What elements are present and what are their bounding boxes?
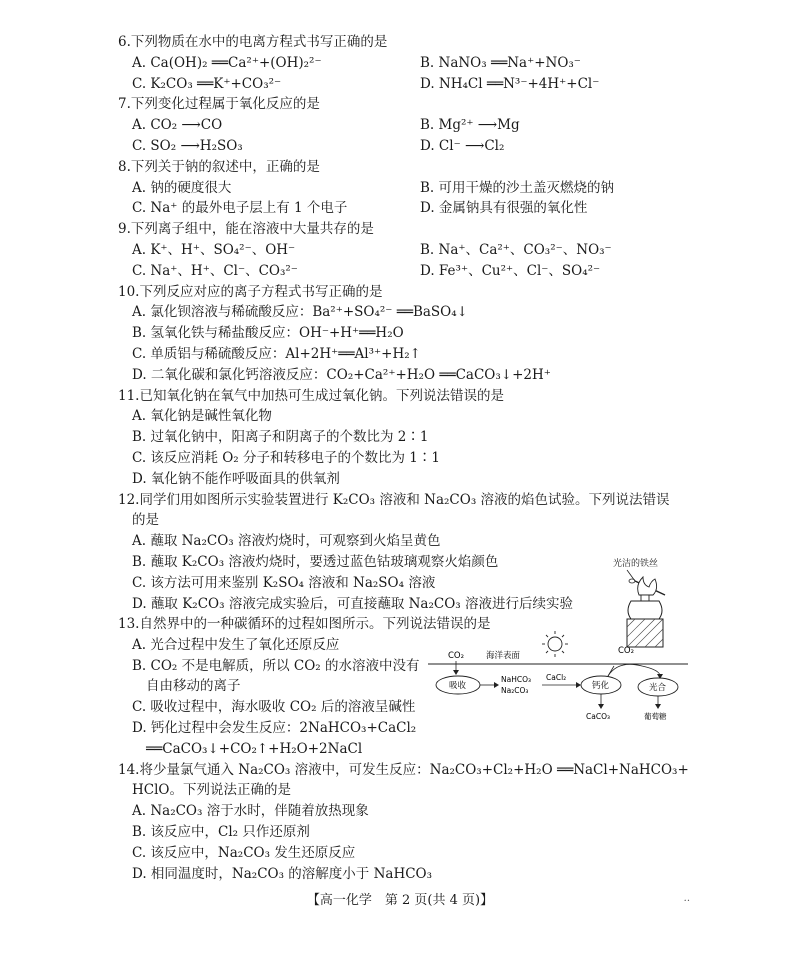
q13-option-d-line2: ══CaCO₃↓+CO₂↑+H₂O+2NaCl: [146, 740, 363, 757]
q13-option-b-line2: 自由移动的离子: [146, 678, 241, 695]
q6-option-d: D. NH₄Cl ══N³⁻+4H⁺+Cl⁻: [420, 76, 600, 92]
q8-option-a: A. 钠的硬度很大: [132, 180, 232, 196]
q13-option-d-line1: D. 钙化过程中会发生反应：2NaHCO₃+CaCl₂: [132, 720, 417, 736]
q11-option-a: A. 氧化钠是碱性氧化物: [132, 408, 272, 424]
diagram-photosynth: 光合: [649, 683, 667, 693]
q8-stem: 8.下列关于钠的叙述中，正确的是: [118, 159, 320, 175]
q14-option-a: A. Na₂CO₃ 溶于水时，伴随着放热现象: [132, 803, 369, 820]
q13-option-b-line1: B. CO₂ 不是电解质，所以 CO₂ 的水溶液中没有: [132, 657, 420, 674]
q14-stem-line1: 14.将少量氯气通入 Na₂CO₃ 溶液中，可发生反应：Na₂CO₃+Cl₂+H₂O ══NaCl+NaHCO₃+: [118, 761, 689, 778]
diagram-co2-right: CO₂: [618, 646, 635, 656]
corner-mark: ··: [683, 896, 690, 907]
q6-option-a: A. Ca(OH)₂ ══Ca²⁺+(OH)₂²⁻: [132, 55, 322, 71]
q6-stem: 6.下列物质在水中的电离方程式书写正确的是: [118, 34, 388, 50]
wire-label: 光洁的铁丝: [613, 559, 659, 569]
q10-option-b: B. 氢氧化铁与稀盐酸反应：OH⁻+H⁺══H₂O: [132, 325, 404, 341]
q9-option-a: A. K⁺、H⁺、SO₄²⁻、OH⁻: [132, 242, 296, 258]
diagram-sea-surface: 海洋表面: [486, 651, 521, 661]
q11-option-c: C. 该反应消耗 O₂ 分子和转移电子的个数比为 1∶1: [132, 450, 440, 466]
q7-option-d: D. Cl⁻ ⟶Cl₂: [420, 138, 505, 154]
sun-icon: [542, 631, 568, 657]
q7-option-a: A. CO₂ ⟶CO: [132, 117, 223, 133]
diagram-absorb: 吸收: [449, 681, 467, 691]
q10-option-d: D. 二氧化碳和氯化钙溶液反应：CO₂+Ca²⁺+H₂O ══CaCO₃↓+2H⁺: [132, 367, 551, 383]
q6-option-c: C. K₂CO₃ ══K⁺+CO₃²⁻: [132, 76, 282, 92]
q11-option-b: B. 过氧化钠中，阳离子和阴离子的个数比为 2∶1: [132, 429, 429, 445]
q12-option-c: C. 该方法可用来鉴别 K₂SO₄ 溶液和 Na₂SO₄ 溶液: [132, 575, 436, 591]
q6-option-b: B. NaNO₃ ══Na⁺+NO₃⁻: [420, 55, 581, 71]
q7-option-b: B. Mg²⁺ ⟶Mg: [420, 117, 520, 133]
q14-option-b: B. 该反应中，Cl₂ 只作还原剂: [132, 824, 310, 840]
q7-stem: 7.下列变化过程属于氧化反应的是: [118, 96, 320, 112]
carbon-cycle-diagram: [428, 630, 688, 730]
q12-stem-line2: 的是: [132, 512, 159, 528]
q10-option-c: C. 单质铝与稀硫酸反应：Al+2H⁺══Al³⁺+H₂↑: [132, 346, 421, 362]
q14-option-c: C. 该反应中，Na₂CO₃ 发生还原反应: [132, 844, 356, 861]
q8-option-b: B. 可用干燥的沙土盖灭燃烧的钠: [420, 180, 615, 196]
q9-option-c: C. Na⁺、H⁺、Cl⁻、CO₃²⁻: [132, 263, 298, 279]
q11-option-d: D. 氧化钠不能作呼吸面具的供氧剂: [132, 471, 340, 487]
diagram-co2-left: CO₂: [448, 651, 465, 661]
q14-option-d: D. 相同温度时，Na₂CO₃ 的溶解度小于 NaHCO₃: [132, 865, 433, 882]
q8-option-d: D. 金属钠具有很强的氧化性: [420, 200, 588, 216]
diagram-calcify: 钙化: [592, 681, 610, 691]
diagram-caco3: CaCO₃: [586, 712, 610, 721]
q7-option-c: C. SO₂ ⟶H₂SO₃: [132, 138, 243, 154]
diagram-glucose: 葡萄糖: [644, 712, 667, 721]
diagram-nahco3: NaHCO₃: [501, 675, 531, 684]
footer-text: 【高一化学 第 2 页(共 4 页)】: [306, 893, 494, 908]
q8-option-c: C. Na⁺ 的最外电子层上有 1 个电子: [132, 200, 348, 216]
q10-option-a: A. 氯化钡溶液与稀硫酸反应：Ba²⁺+SO₄²⁻ ══BaSO₄↓: [132, 304, 468, 320]
q9-option-d: D. Fe³⁺、Cu²⁺、Cl⁻、SO₄²⁻: [420, 263, 601, 279]
q9-stem: 9.下列离子组中，能在溶液中大量共存的是: [118, 221, 374, 237]
q12-stem-line1: 12.同学们用如图所示实验装置进行 K₂CO₃ 溶液和 Na₂CO₃ 溶液的焰色试验。下列说法错误: [118, 492, 670, 508]
q14-stem-line2: HClO。下列说法正确的是: [132, 782, 291, 799]
q12-option-d: D. 蘸取 K₂CO₃ 溶液完成实验后，可直接蘸取 Na₂CO₃ 溶液进行后续实验: [132, 596, 573, 612]
page-footer: [0, 892, 800, 910]
q13-stem: 13.自然界中的一种碳循环的过程如图所示。下列说法错误的是: [118, 616, 491, 632]
q13-option-c: C. 吸收过程中，海水吸收 CO₂ 后的溶液呈碱性: [132, 699, 416, 716]
q10-stem: 10.下列反应对应的离子方程式书写正确的是: [118, 284, 383, 300]
q12-option-a: A. 蘸取 Na₂CO₃ 溶液灼烧时，可观察到火焰呈黄色: [132, 533, 441, 549]
diagram-cacl2: CaCl₂: [546, 673, 567, 682]
q13-option-a: A. 光合过程中发生了氧化还原反应: [132, 636, 340, 653]
q11-stem: 11.已知氧化钠在氧气中加热可生成过氧化钠。下列说法错误的是: [118, 388, 504, 404]
q12-option-b: B. 蘸取 K₂CO₃ 溶液灼烧时，要透过蓝色钴玻璃观察火焰颜色: [132, 554, 499, 570]
q9-option-b: B. Na⁺、Ca²⁺、CO₃²⁻、NO₃⁻: [420, 242, 612, 258]
diagram-na2co3: Na₂CO₃: [501, 686, 529, 695]
